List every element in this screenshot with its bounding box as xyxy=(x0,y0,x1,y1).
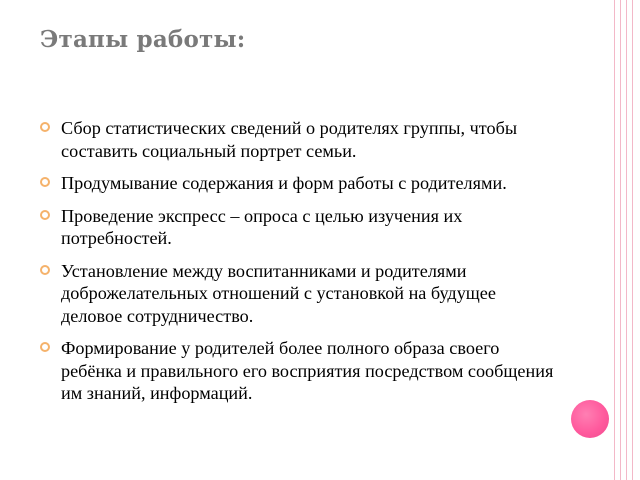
bullet-icon xyxy=(40,265,50,275)
bullet-icon xyxy=(40,122,50,132)
border-line xyxy=(632,0,633,480)
list-item xyxy=(40,337,555,405)
bullet-text: Проведение экспресс – опроса с целью изучения их потребностей. xyxy=(61,205,463,248)
list-item xyxy=(40,172,555,195)
decorative-circle xyxy=(571,400,609,438)
bullet-icon xyxy=(40,210,50,220)
border-line xyxy=(626,0,627,480)
bullet-text: Установление между воспитанниками и родителями доброжелательных отношений с установкой на будущее деловое сотрудничество. xyxy=(61,260,496,326)
bullet-icon xyxy=(40,342,50,352)
border-line xyxy=(614,0,615,480)
bullet-text: Продумывание содержания и форм работы с родителями. xyxy=(61,173,507,193)
bullet-text: Сбор статистических сведений о родителях группы, чтобы составить социальный портрет семьи. xyxy=(61,118,518,161)
list-item xyxy=(40,260,555,328)
border-line xyxy=(620,0,621,480)
bullet-text: Формирование у родителей более полного образа своего ребёнка и правильного его восприятия посредством сообщения им знаний, информаций. xyxy=(61,338,554,403)
bullet-list xyxy=(40,117,555,415)
slide-title: Этапы работы: xyxy=(40,26,246,53)
list-item xyxy=(40,205,555,250)
list-item xyxy=(40,117,555,162)
bullet-icon xyxy=(40,177,50,187)
